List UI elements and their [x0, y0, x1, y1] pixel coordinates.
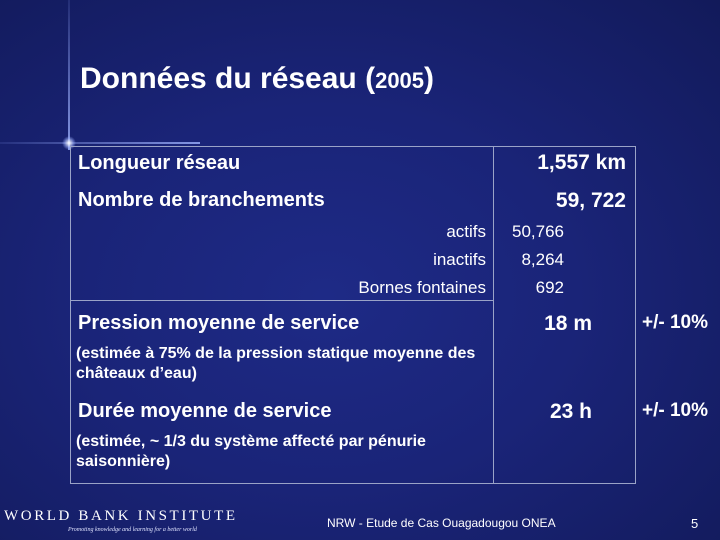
page-number: 5 [691, 516, 699, 531]
row-label-branchements: Nombre de branchements [78, 189, 325, 211]
table-divider-label-value [493, 146, 494, 484]
row-label-longueur: Longueur réseau [78, 152, 241, 174]
title-close: ) [424, 62, 435, 95]
row-value-duree: 23 h [549, 400, 592, 423]
network-data-table [70, 146, 718, 484]
logo-tagline: Promoting knowledge and learning for a better world [68, 527, 197, 533]
title-main: Données du réseau ( [80, 62, 376, 95]
row-label-pression: Pression moyenne de service [78, 312, 360, 334]
subrow-value-bornes-fontaines: 692 [535, 278, 564, 297]
row-value-pression: 18 m [544, 312, 592, 335]
subrow-label-inactifs: inactifs [433, 250, 486, 269]
table-border-bottom [70, 483, 636, 484]
row-value-branchements: 59, 722 [555, 189, 626, 212]
table-divider-subrows [70, 300, 493, 301]
row-label-duree: Durée moyenne de service [78, 400, 332, 422]
table-border-top [70, 146, 636, 147]
title-year: 2005 [375, 68, 425, 93]
decorative-vertical-line [68, 0, 70, 150]
table-border-left [70, 146, 71, 484]
table-divider-value-precision [635, 146, 636, 484]
row-precision-pression: +/- 10% [642, 312, 709, 333]
row-value-longueur: 1,557 km [537, 151, 626, 174]
subrow-label-bornes-fontaines: Bornes fontaines [358, 278, 486, 297]
subrow-label-actifs: actifs [446, 222, 486, 241]
footer-caption: NRW - Etude de Cas Ouagadougou ONEA [327, 516, 556, 530]
row-note-pression: (estimée à 75% de la pression statique moyenne des châteaux d’eau) [76, 345, 476, 382]
decorative-horizontal-line [0, 142, 200, 144]
subrow-value-actifs: 50,766 [512, 222, 564, 241]
subrow-value-inactifs: 8,264 [521, 250, 564, 269]
row-note-duree: (estimée, ~ 1/3 du système affecté par pénurie saisonnière) [76, 433, 426, 470]
row-precision-duree: +/- 10% [642, 400, 709, 421]
logo-text: WORLD BANK INSTITUTE [4, 508, 238, 524]
slide-title [80, 62, 434, 96]
world-bank-institute-logo [0, 505, 238, 537]
